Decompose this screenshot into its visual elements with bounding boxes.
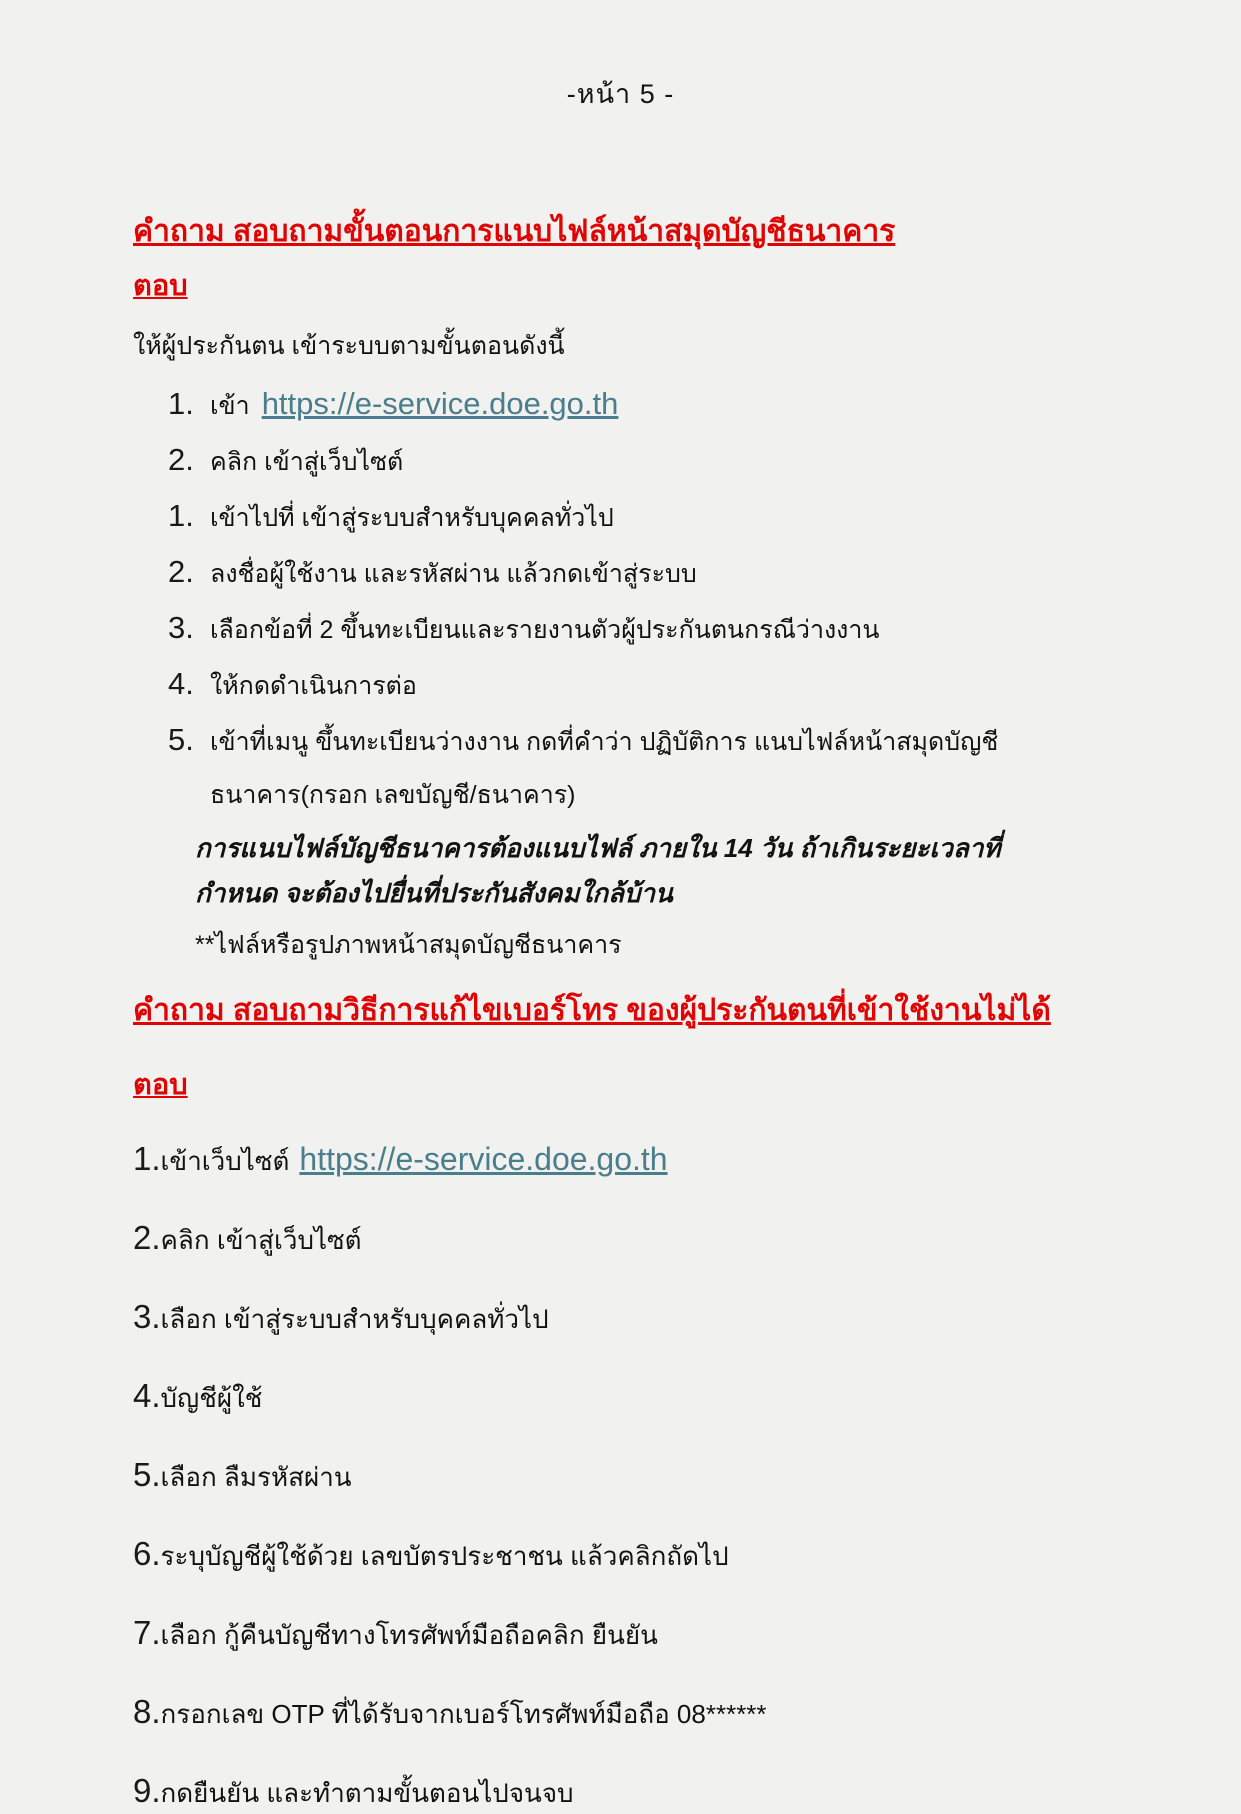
list-item-text: ลงชื่อผู้ใช้งาน และรหัสผ่าน แล้วกดเข้าสู่ระบบ [210,560,697,588]
page-number: -หน้า 5 - [566,79,675,109]
list-number: 4. [133,1377,161,1414]
e-service-link[interactable]: https://e-service.doe.go.th [261,386,619,421]
list-number: 4. [168,666,194,701]
list-number: 9. [133,1772,161,1809]
list-item-text: เลือก เข้าสู่ระบบสำหรับบุคคลทั่วไป [160,1304,549,1334]
e-service-link[interactable]: https://e-service.doe.go.th [299,1141,668,1177]
list-item [133,1533,1091,1577]
list-item [168,377,1091,433]
steps-list-bank-book [168,377,1091,822]
steps-list-phone-fix [133,1138,1091,1814]
list-item-text: ระบุบัญชีผู้ใช้ด้วย เลขบัตรประชาชน แล้วคลิกถัดไป [160,1541,729,1571]
list-item-text: เลือกข้อที่ 2 ขึ้นทะเบียนและรายงานตัวผู้ประกันตนกรณีว่างงาน [210,616,880,644]
list-item [133,1770,1091,1814]
list-number: 2. [168,554,194,589]
list-number: 7. [133,1614,161,1651]
list-item-text: บัญชีผู้ใช้ [160,1383,263,1413]
list-number: 1. [133,1140,161,1177]
list-number: 3. [133,1298,161,1335]
file-type-note: **ไฟล์หรือรูปภาพหน้าสมุดบัญชีธนาคาร [195,931,622,959]
list-number: 1. [168,386,194,421]
list-item [168,657,1091,713]
list-item-text: คลิก เข้าสู่เว็บไซต์ [210,448,404,476]
list-item [168,433,1091,489]
list-item-text: เข้าที่เมนู ขึ้นทะเบียนว่างงาน กดที่คำว่า ปฏิบัติการ แนบไฟล์หน้าสมุดบัญชีธนาคาร(กรอก เลขบัญชี/ธนาคาร) [210,728,999,809]
answer-label-1: ตอบ [133,270,188,302]
list-item-text: เข้าไปที่ เข้าสู่ระบบสำหรับบุคคลทั่วไป [210,504,614,532]
list-item-text: เลือก ลืมรหัสผ่าน [160,1462,352,1492]
list-number: 8. [133,1693,161,1730]
list-item [133,1454,1091,1498]
intro-text: ให้ผู้ประกันตน เข้าระบบตามขั้นตอนดังนี้ [133,332,565,360]
deadline-note: การแนบไฟล์บัญชีธนาคารต้องแนบไฟล์ ภายใน 14 วัน ถ้าเกินระยะเวลาที่กำหนด จะต้องไปยื่นที่ประกันสังคมใกล้บ้าน [195,833,1001,908]
list-number: 2. [168,442,194,477]
list-item [133,1296,1091,1340]
list-number: 6. [133,1535,161,1572]
page-content [0,211,1241,1814]
list-item-text: เข้า https://e-service.doe.go.th [210,386,619,421]
list-item-text: เลือก กู้คืนบัญชีทางโทรศัพท์มือถือคลิก ยืนยัน [160,1620,658,1650]
list-item [133,1612,1091,1656]
list-number: 5. [168,722,194,757]
list-number: 1. [168,498,194,533]
list-number: 3. [168,610,194,645]
list-number: 5. [133,1456,161,1493]
list-item [168,713,1091,822]
list-item [133,1217,1091,1261]
list-item [133,1138,1091,1182]
list-item [133,1691,1091,1735]
list-item-text: กรอกเลข OTP ที่ได้รับจากเบอร์โทรศัพท์มือถือ 08****** [160,1699,767,1729]
list-item [168,601,1091,657]
answer-label-2: ตอบ [133,1069,188,1101]
list-item [133,1375,1091,1419]
question-heading-bank-book: คำถาม สอบถามขั้นตอนการแนบไฟล์หน้าสมุดบัญชีธนาคาร [133,215,896,248]
question-heading-phone-fix: คำถาม สอบถามวิธีการแก้ไขเบอร์โทร ของผู้ประกันตนที่เข้าใช้งานไม่ได้ [133,994,1051,1027]
list-item-text: ให้กดดำเนินการต่อ [210,672,417,700]
list-item-text: เข้าเว็บไซต์ [160,1146,290,1176]
list-item-text: คลิก เข้าสู่เว็บไซต์ [160,1225,362,1255]
list-item [168,545,1091,601]
list-item-text: กดยืนยัน และทำตามขั้นตอนไปจนจบ [160,1778,574,1808]
list-number: 2. [133,1219,161,1256]
list-item [168,489,1091,545]
